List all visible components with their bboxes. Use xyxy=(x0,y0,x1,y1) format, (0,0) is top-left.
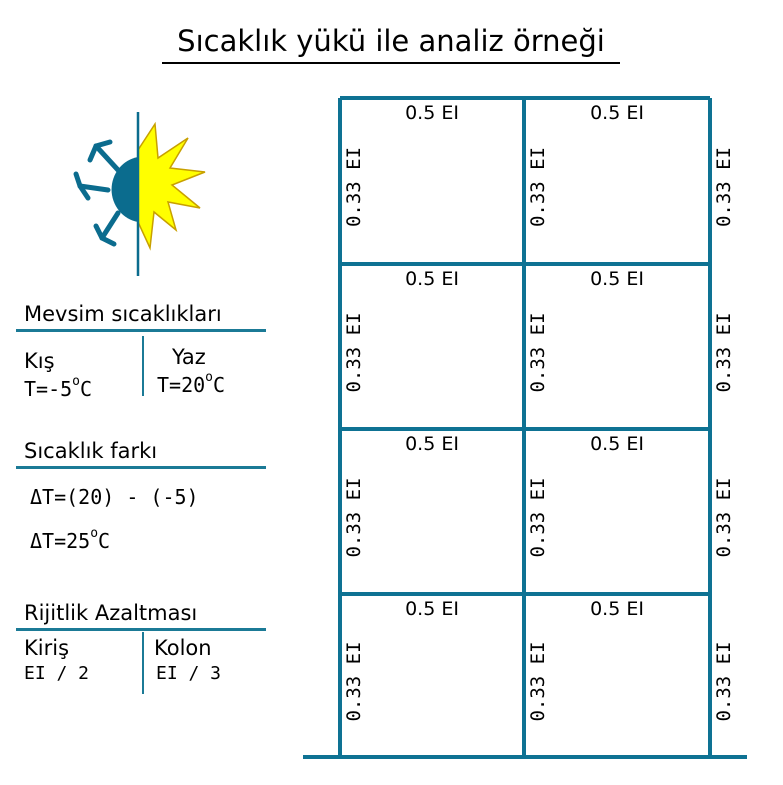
page-title: Sıcaklık yükü ile analiz örneği xyxy=(162,20,620,64)
column-stiffness-label: 0.33 EI xyxy=(713,477,735,558)
column-label: Kolon xyxy=(154,636,212,660)
frame-labels xyxy=(343,102,735,722)
beam-stiffness-label: 0.5 EI xyxy=(590,102,644,124)
column-stiffness-label: 0.33 EI xyxy=(343,146,365,228)
column-stiffness-label: 0.33 EI xyxy=(343,312,365,393)
stiffness-heading: Rijitlik Azaltması xyxy=(24,601,198,625)
column-stiffness-label: 0.33 EI xyxy=(527,477,549,558)
diff-formula: ΔT=(20) - (-5) xyxy=(30,485,199,509)
column-stiffness-label: 0.33 EI xyxy=(343,477,365,558)
beam-stiffness-label: 0.5 EI xyxy=(590,598,644,620)
diff-rule xyxy=(16,466,266,469)
column-value: EI / 3 xyxy=(156,663,222,684)
column-stiffness-label: 0.33 EI xyxy=(527,146,549,228)
winter-temp: $T=-5^oC$ xyxy=(24,374,93,401)
column-stiffness-label: 0.33 EI xyxy=(343,641,365,722)
column-stiffness-label: 0.33 EI xyxy=(713,641,735,722)
winter-label: Kış xyxy=(24,349,55,373)
stiffness-divider xyxy=(142,632,144,694)
column-stiffness-label: 0.33 EI xyxy=(527,641,549,722)
beam-stiffness-label: 0.5 EI xyxy=(590,433,644,455)
sun-icon xyxy=(138,124,205,248)
diff-heading: Sıcaklık farkı xyxy=(24,439,158,463)
diff-result: $\Delta T=25^oC$ xyxy=(30,526,111,553)
stiffness-rule xyxy=(16,628,266,631)
snowflake-sun-icon xyxy=(76,112,205,276)
beam-value: EI / 2 xyxy=(24,663,90,684)
column-stiffness-label: 0.33 EI xyxy=(527,312,549,393)
summer-label: Yaz xyxy=(172,345,206,369)
seasons-rule xyxy=(16,329,266,332)
seasons-heading: Mevsim sıcaklıkları xyxy=(24,302,222,326)
beam-label: Kiriş xyxy=(24,636,70,660)
seasons-divider xyxy=(142,336,144,396)
column-stiffness-label: 0.33 EI xyxy=(713,146,735,228)
summer-temp: $T=20^oC$ xyxy=(157,370,226,397)
beam-stiffness-label: 0.5 EI xyxy=(405,433,459,455)
beam-stiffness-label: 0.5 EI xyxy=(405,102,459,124)
column-stiffness-label: 0.33 EI xyxy=(713,312,735,393)
beam-stiffness-label: 0.5 EI xyxy=(405,598,459,620)
beam-stiffness-label: 0.5 EI xyxy=(590,268,644,290)
frame-diagram xyxy=(303,98,747,757)
beam-stiffness-label: 0.5 EI xyxy=(405,268,459,290)
